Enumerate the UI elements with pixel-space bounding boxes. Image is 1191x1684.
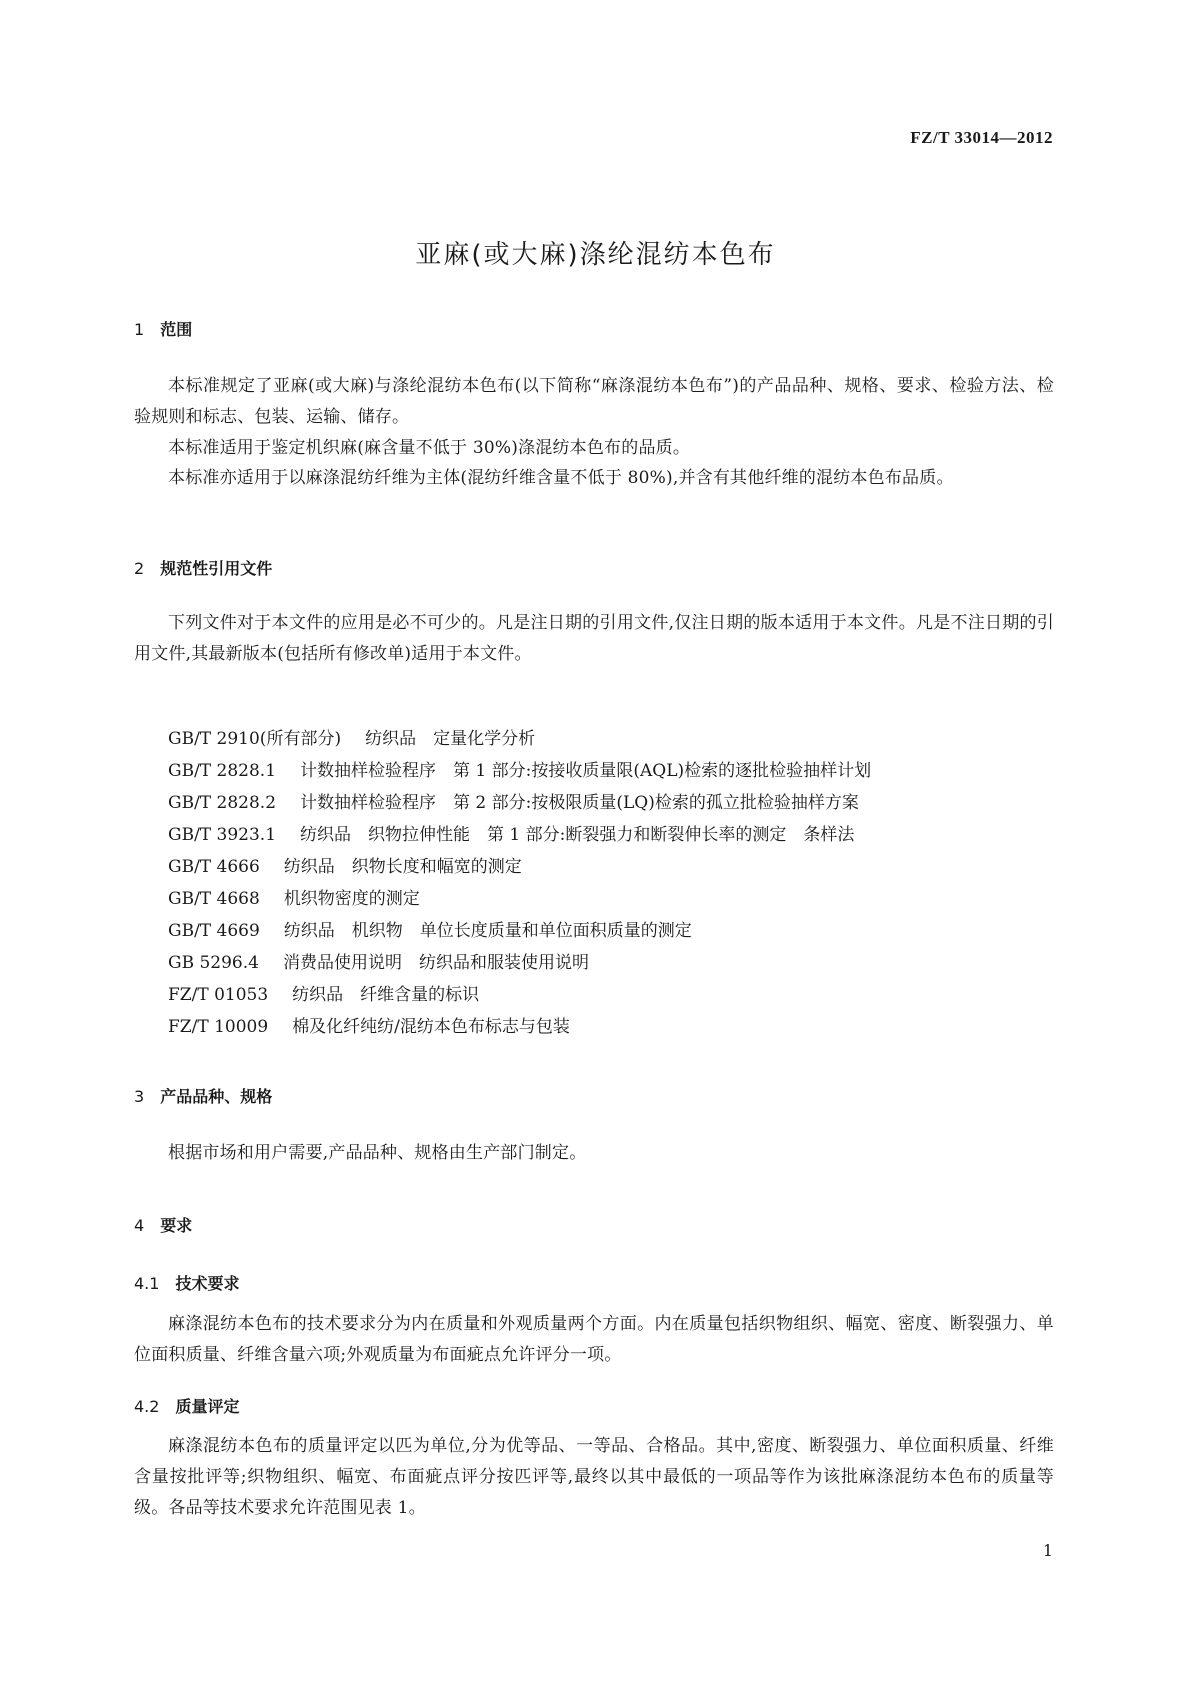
section-title: 要求 (160, 1216, 193, 1235)
section-title: 规范性引用文件 (160, 559, 273, 578)
reference-item (168, 1011, 871, 1043)
reference-code: FZ/T 10009 (168, 1017, 269, 1037)
reference-title: 纺织品 织物拉伸性能 第 1 部分:断裂强力和断裂伸长率的测定 条样法 (300, 825, 855, 845)
reference-title: 纺织品 机织物 单位长度质量和单位面积质量的测定 (283, 921, 692, 941)
reference-title: 纺织品 定量化学分析 (365, 729, 536, 749)
reference-title: 纺织品 织物长度和幅宽的测定 (283, 857, 522, 877)
reference-item (168, 723, 871, 755)
reference-item (168, 819, 871, 851)
reference-item (168, 787, 871, 819)
reference-code: GB 5296.4 (168, 953, 259, 973)
section-title: 范围 (160, 320, 193, 339)
reference-code: GB/T 4668 (168, 889, 260, 909)
normative-references-list (168, 723, 871, 1043)
reference-code: GB/T 4666 (168, 857, 260, 877)
section-number: 3 (134, 1087, 145, 1106)
section-title: 产品品种、规格 (160, 1087, 273, 1106)
section-title: 质量评定 (175, 1397, 240, 1416)
section-1-paragraph-3: 本标准亦适用于以麻涤混纺纤维为主体(混纺纤维含量不低于 80%),并含有其他纤维的混纺本色布品质。 (168, 468, 954, 488)
reference-title: 棉及化纤纯纺/混纺本色布标志与包装 (292, 1017, 570, 1037)
section-4-1-paragraph-1: 麻涤混纺本色布的技术要求分为内在质量和外观质量两个方面。内在质量包括织物组织、幅宽、密度、断裂强力、单位面积质量、纤维含量六项;外观质量为布面疵点允许评分一项。 (134, 1314, 1054, 1365)
section-1-heading (134, 317, 192, 340)
reference-item (168, 979, 871, 1011)
reference-item (168, 915, 871, 947)
section-1-paragraph-2: 本标准适用于鉴定机织麻(麻含量不低于 30%)涤混纺本色布的品质。 (168, 438, 691, 458)
section-4-2-paragraph-1: 麻涤混纺本色布的质量评定以匹为单位,分为优等品、一等品、合格品。其中,密度、断裂强力、单位面积质量、纤维含量按批评等;织物组织、幅宽、布面疵点评分按匹评等,最终以其中最低的一项品等作为该批麻涤混纺本色布的质量等级。各品等技术要求允许范围见表 1。 (134, 1436, 1054, 1518)
reference-code: GB/T 4669 (168, 921, 260, 941)
section-number: 1 (134, 320, 145, 339)
section-2-paragraph-1: 下列文件对于本文件的应用是必不可少的。凡是注日期的引用文件,仅注日期的版本适用于本文件。凡是不注日期的引用文件,其最新版本(包括所有修改单)适用于本文件。 (134, 613, 1054, 664)
standard-code: FZ/T 33014—2012 (910, 128, 1053, 147)
reference-item (168, 947, 871, 979)
reference-title: 消费品使用说明 纺织品和服装使用说明 (282, 953, 589, 973)
reference-title: 纺织品 纤维含量的标识 (292, 985, 480, 1005)
reference-code: GB/T 2910(所有部分) (168, 729, 342, 749)
section-3-heading (134, 1084, 272, 1107)
section-1-paragraph-1: 本标准规定了亚麻(或大麻)与涤纶混纺本色布(以下简称“麻涤混纺本色布”)的产品品种、规格、要求、检验方法、检验规则和标志、包装、运输、储存。 (134, 376, 1054, 427)
page-number: 1 (1042, 1541, 1053, 1560)
document-title: 亚麻(或大麻)涤纶混纺本色布 (415, 240, 776, 270)
reference-item (168, 851, 871, 883)
section-title: 技术要求 (175, 1274, 240, 1293)
section-4-2-heading (134, 1394, 239, 1417)
section-number: 4.1 (134, 1274, 160, 1293)
section-number: 2 (134, 559, 145, 578)
reference-code: FZ/T 01053 (168, 985, 269, 1005)
section-2-heading (134, 556, 272, 579)
section-4-1-heading (134, 1271, 239, 1294)
section-number: 4 (134, 1216, 145, 1235)
reference-item (168, 755, 871, 787)
section-3-paragraph-1: 根据市场和用户需要,产品品种、规格由生产部门制定。 (168, 1143, 587, 1163)
reference-item (168, 883, 871, 915)
reference-title: 计数抽样检验程序 第 1 部分:按接收质量限(AQL)检索的逐批检验抽样计划 (300, 761, 872, 781)
reference-code: GB/T 2828.1 (168, 761, 277, 781)
reference-title: 机织物密度的测定 (283, 889, 420, 909)
reference-code: GB/T 3923.1 (168, 825, 277, 845)
reference-title: 计数抽样检验程序 第 2 部分:按极限质量(LQ)检索的孤立批检验抽样方案 (300, 793, 859, 813)
reference-code: GB/T 2828.2 (168, 793, 277, 813)
section-number: 4.2 (134, 1397, 160, 1416)
section-4-heading (134, 1213, 192, 1236)
